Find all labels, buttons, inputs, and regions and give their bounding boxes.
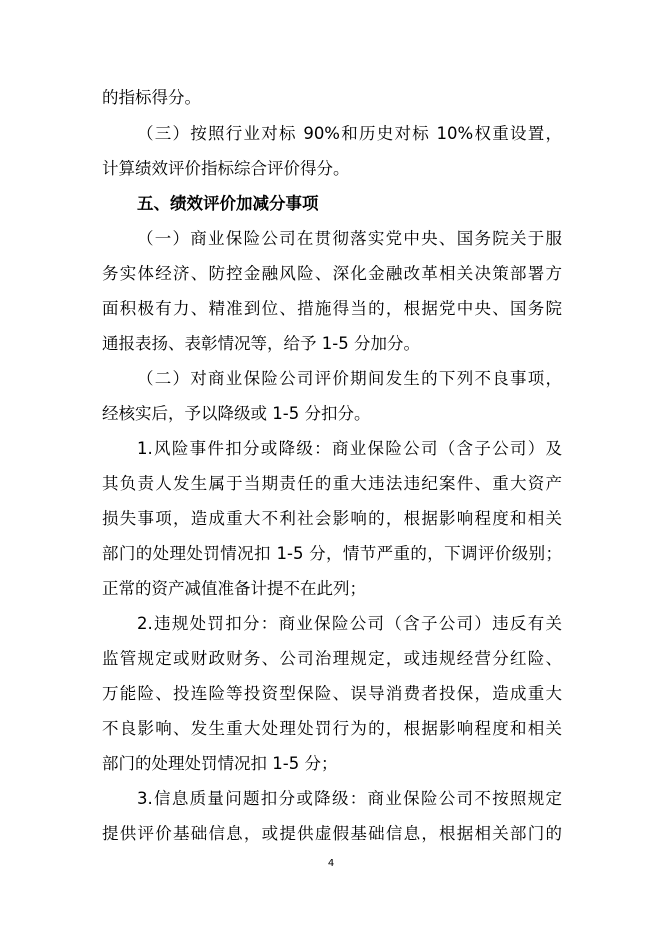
text-line: （二）对商业保险公司评价期间发生的下列不良事项， bbox=[137, 369, 562, 388]
text-line: 经核实后，予以降级或 1-5 分扣分。 bbox=[102, 404, 371, 423]
text-line: 计算绩效评价指标综合评价得分。 bbox=[102, 159, 350, 178]
text-line: 2.违规处罚扣分：商业保险公司（含子公司）违反有关 bbox=[137, 614, 562, 633]
text-line: 部门的处理处罚情况扣 1-5 分，情节严重的，下调评价级别； bbox=[102, 544, 562, 563]
text-line: （一）商业保险公司在贯彻落实党中央、国务院关于服 bbox=[137, 229, 562, 248]
text-line: 损失事项，造成重大不利社会影响的，根据影响程度和相关 bbox=[102, 509, 562, 528]
text-line: 1.风险事件扣分或降级：商业保险公司（含子公司）及 bbox=[137, 439, 562, 458]
text-line: 其负责人发生属于当期责任的重大违法违纪案件、重大资产 bbox=[102, 474, 562, 493]
text-line: 面积极有力、精准到位、措施得当的，根据党中央、国务院 bbox=[102, 299, 562, 318]
text-line: 万能险、投连险等投资型保险、误导消费者投保，造成重大 bbox=[102, 684, 562, 703]
text-line: 3.信息质量问题扣分或降级：商业保险公司不按照规定 bbox=[137, 789, 562, 808]
text-line: 部门的处理处罚情况扣 1-5 分； bbox=[102, 754, 338, 773]
text-line: （三）按照行业对标 90%和历史对标 10%权重设置， bbox=[137, 124, 562, 143]
text-line: 正常的资产减值准备计提不在此列； bbox=[102, 579, 366, 598]
section-heading: 五、绩效评价加减分事项 bbox=[137, 194, 319, 213]
page-number: 4 bbox=[327, 858, 335, 869]
text-line: 监管规定或财政财务、公司治理规定，或违规经营分红险、 bbox=[102, 649, 562, 668]
text-line: 通报表扬、表彰情况等，给予 1-5 分加分。 bbox=[102, 334, 420, 353]
text-line: 不良影响、发生重大处理处罚行为的，根据影响程度和相关 bbox=[102, 719, 562, 738]
text-line: 务实体经济、防控金融风险、深化金融改革相关决策部署方 bbox=[102, 264, 562, 283]
text-line: 提供评价基础信息，或提供虚假基础信息，根据相关部门的 bbox=[102, 824, 562, 843]
text-line: 的指标得分。 bbox=[102, 88, 201, 107]
